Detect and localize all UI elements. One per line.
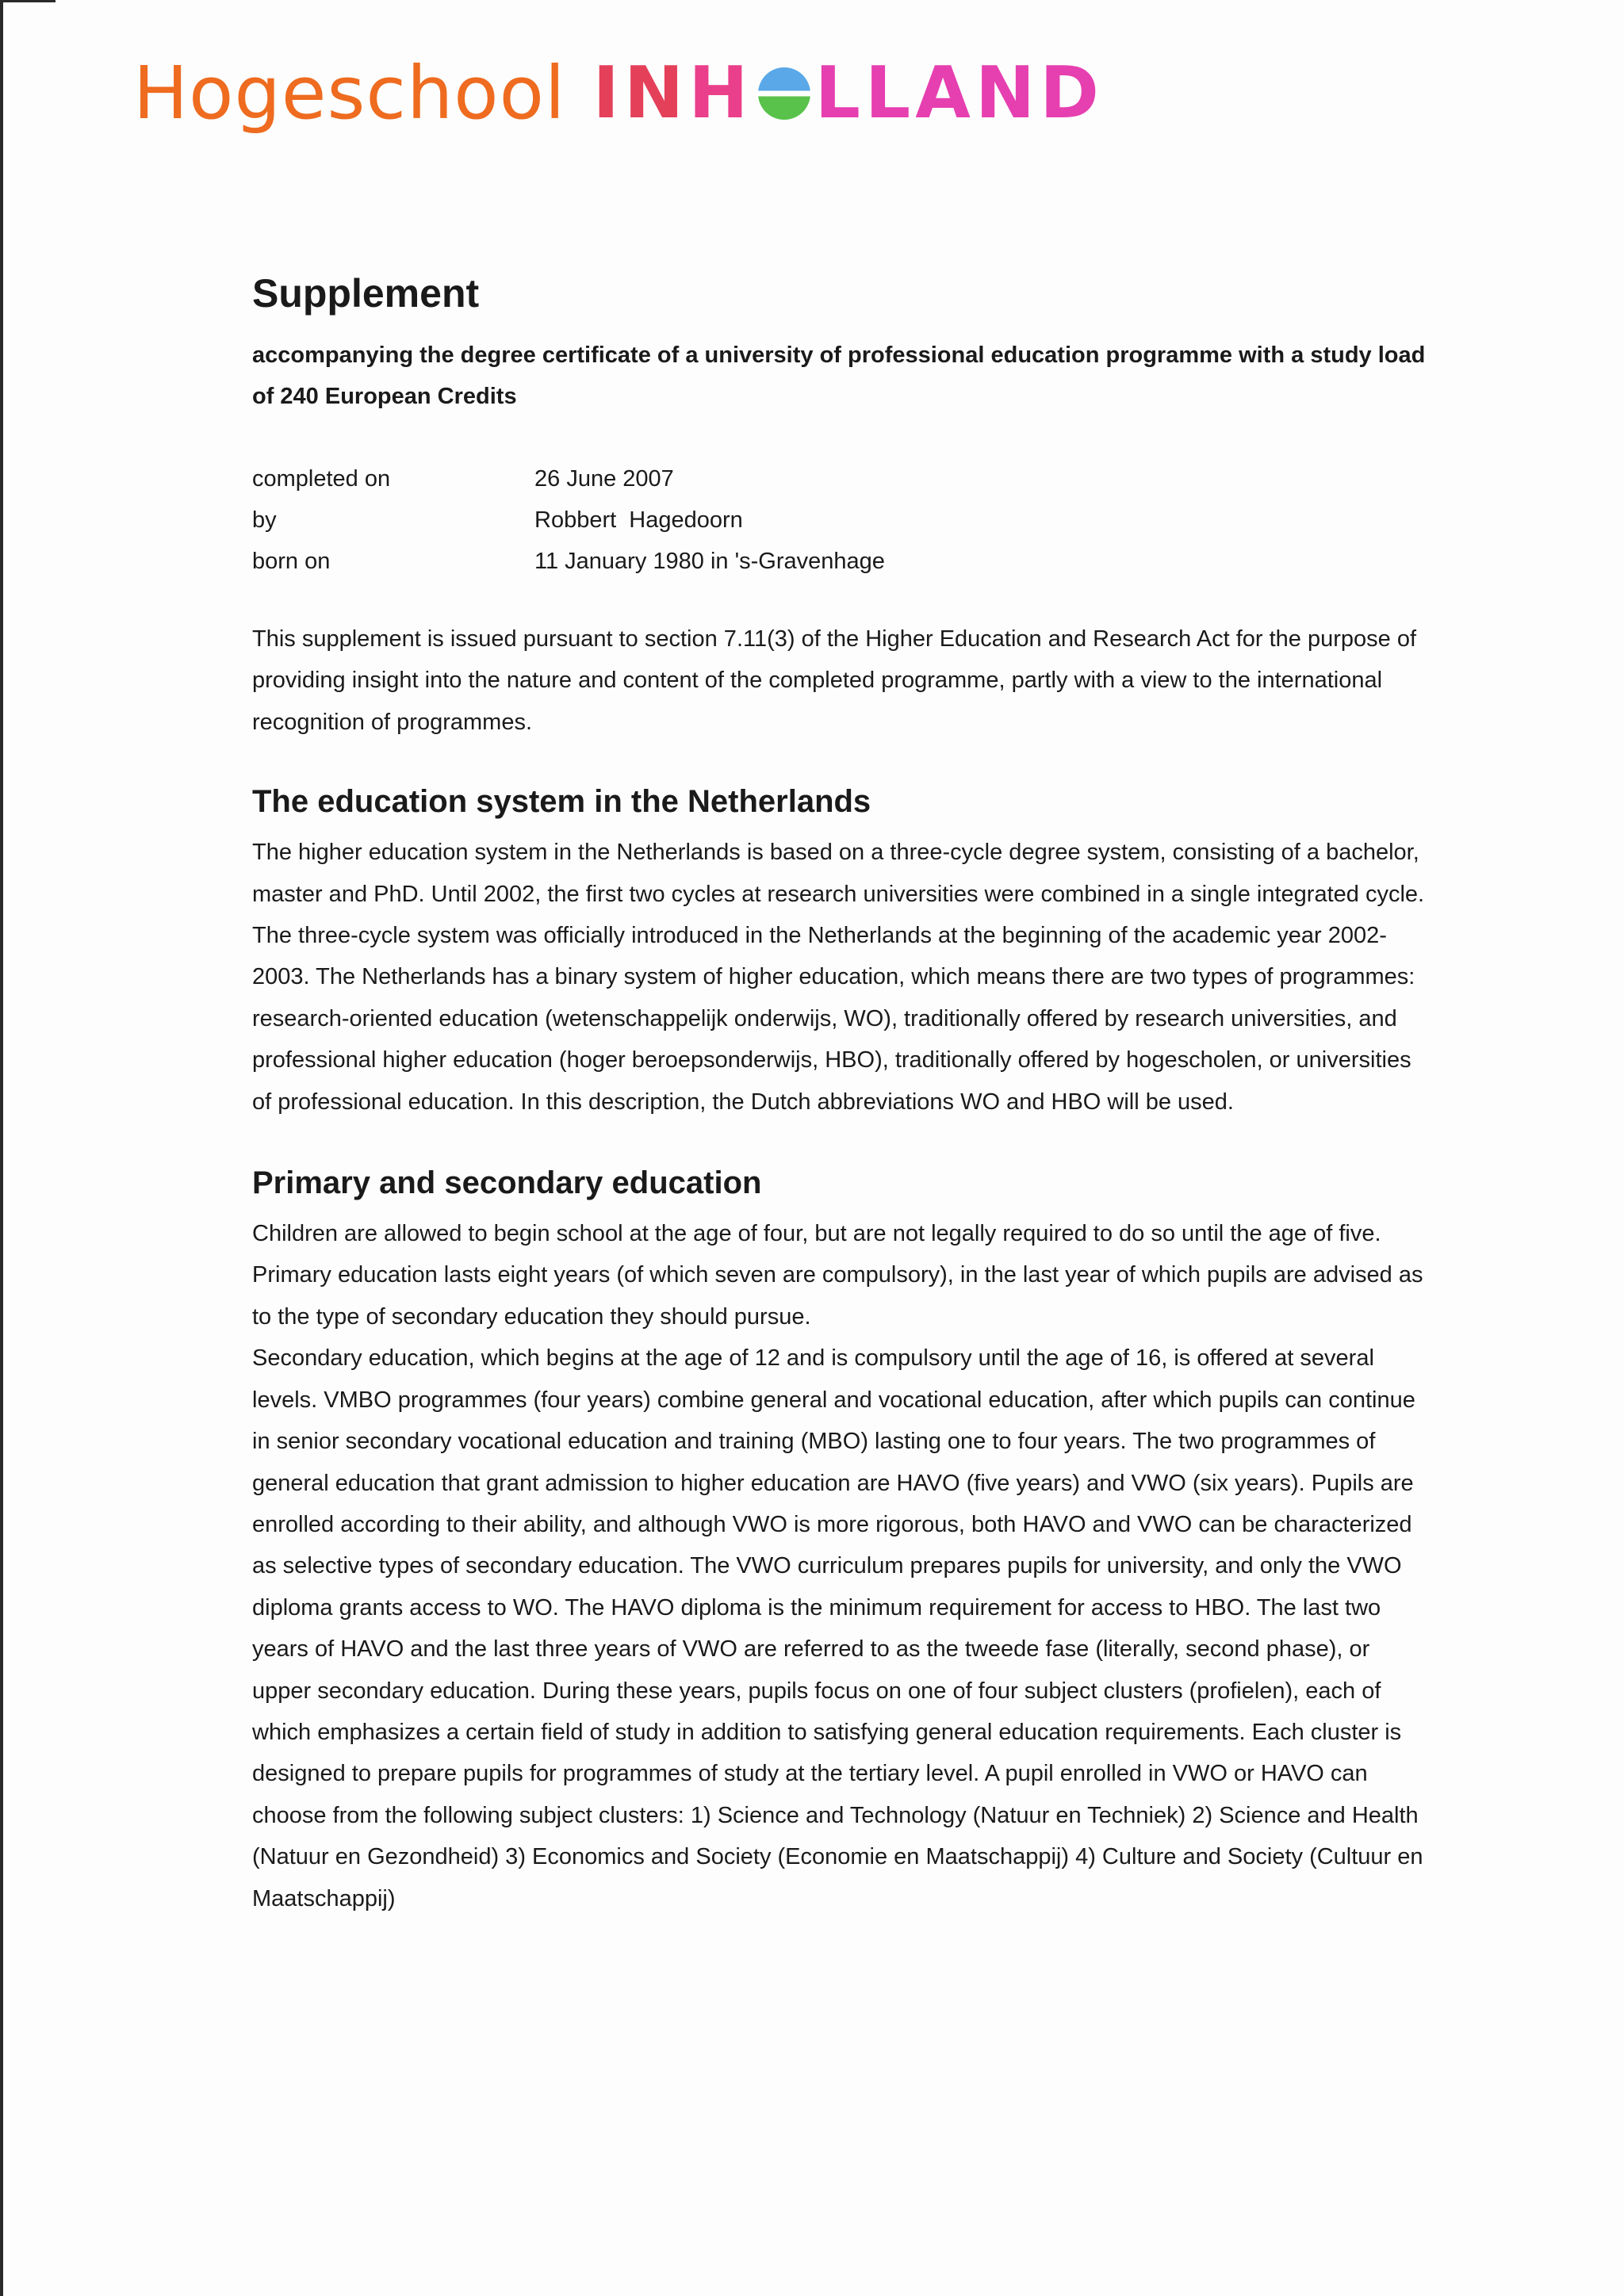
- logo-brand-part2: H: [688, 52, 753, 135]
- section-paragraph: Children are allowed to begin school at the age of four, but are not legally required to do so until the age of five. Primary education lasts eight years (of which seven are compulsory), in the last year of which pupils are advised as to the type of secondary education they should pursue.: [252, 1221, 1423, 1330]
- scan-corner: [0, 0, 56, 2]
- detail-value: Robbert Hagedoorn: [534, 507, 743, 533]
- scan-edge: [0, 0, 3, 2296]
- detail-label: completed on: [252, 466, 391, 492]
- detail-row-born: [252, 541, 1426, 582]
- detail-row-completed: [252, 458, 1426, 499]
- document-body: [252, 270, 1426, 1919]
- logo-brand-mark: [592, 52, 1104, 135]
- detail-label: born on: [252, 549, 331, 574]
- section-heading-primary-secondary: Primary and secondary education: [252, 1165, 762, 1201]
- page-subtitle: accompanying the degree certificate of a university of professional education programme with a study load of 240 European Credits: [252, 342, 1426, 409]
- section-heading-education-system: The education system in the Netherlands: [252, 784, 871, 820]
- logo-school-word: Hogeschool: [133, 51, 566, 136]
- section-paragraph: Secondary education, which begins at the age of 12 and is compulsory until the age of 16, is offered at several levels. VMBO programmes (four years) combine general and vocational education, after which pupils can continue in senior secondary vocational education and training (MBO) lasting one to four years. The two programmes of general education that grant admission to higher education are HAVO (five years) and VWO (six years). Pupils are enrolled according to their ability, and although VWO is more rigorous, both HAVO and VWO can be characterized as selective types of secondary education. The VWO curriculum prepares pupils for university, and only the VWO diploma grants access to WO. The HAVO diploma is the minimum requirement for access to HBO. The last two years of HAVO and the last three years of VWO are referred to as the tweede fase (literally, second phase), or upper secondary education. During these years, pupils focus on one of four subject clusters (profielen), each of which emphasizes a certain field of study in addition to satisfying general education requirements. Each cluster is designed to prepare pupils for programmes of study at the tertiary level. A pupil enrolled in VWO or HAVO can choose from the following subject clusters: 1) Science and Technology (Natuur en Techniek) 2) Science and Health (Natuur en Gezondheid) 3) Economics and Society (Economie en Maatschappij) 4) Culture and Society (Cultuur en Maatschappij): [252, 1345, 1423, 1911]
- logo-brand-part3: LLAND: [814, 52, 1104, 135]
- globe-icon: [758, 67, 810, 120]
- details-list: [252, 458, 1426, 582]
- section-paragraph: The higher education system in the Netherlands is based on a three-cycle degree system, consisting of a bachelor, master and PhD. Until 2002, the first two cycles at research universities were combined in a single integrated cycle. The three-cycle system was officially introduced in the Netherlands at the beginning of the academic year 2002-2003. The Netherlands has a binary system of higher education, which means there are two types of programmes: research-oriented education (wetenschappelijk onderwijs, WO), traditionally offered by research universities, and professional higher education (hoger beroepsonderwijs, HBO), traditionally offered by hogescholen, or universities of professional education. In this description, the Dutch abbreviations WO and HBO will be used.: [252, 840, 1425, 1115]
- page-title: Supplement: [252, 271, 480, 316]
- logo-brand-part1: IN: [592, 52, 689, 135]
- institution-logo: [133, 51, 1104, 136]
- intro-paragraph: This supplement is issued pursuant to section 7.11(3) of the Higher Education and Research Act for the purpose of providing insight into the nature and content of the completed programme, partly with a view to the international recognition of programmes.: [252, 626, 1417, 735]
- detail-value: 11 January 1980 in 's-Gravenhage: [534, 549, 885, 574]
- detail-row-by: [252, 499, 1426, 541]
- detail-value: 26 June 2007: [534, 466, 674, 492]
- detail-label: by: [252, 507, 277, 533]
